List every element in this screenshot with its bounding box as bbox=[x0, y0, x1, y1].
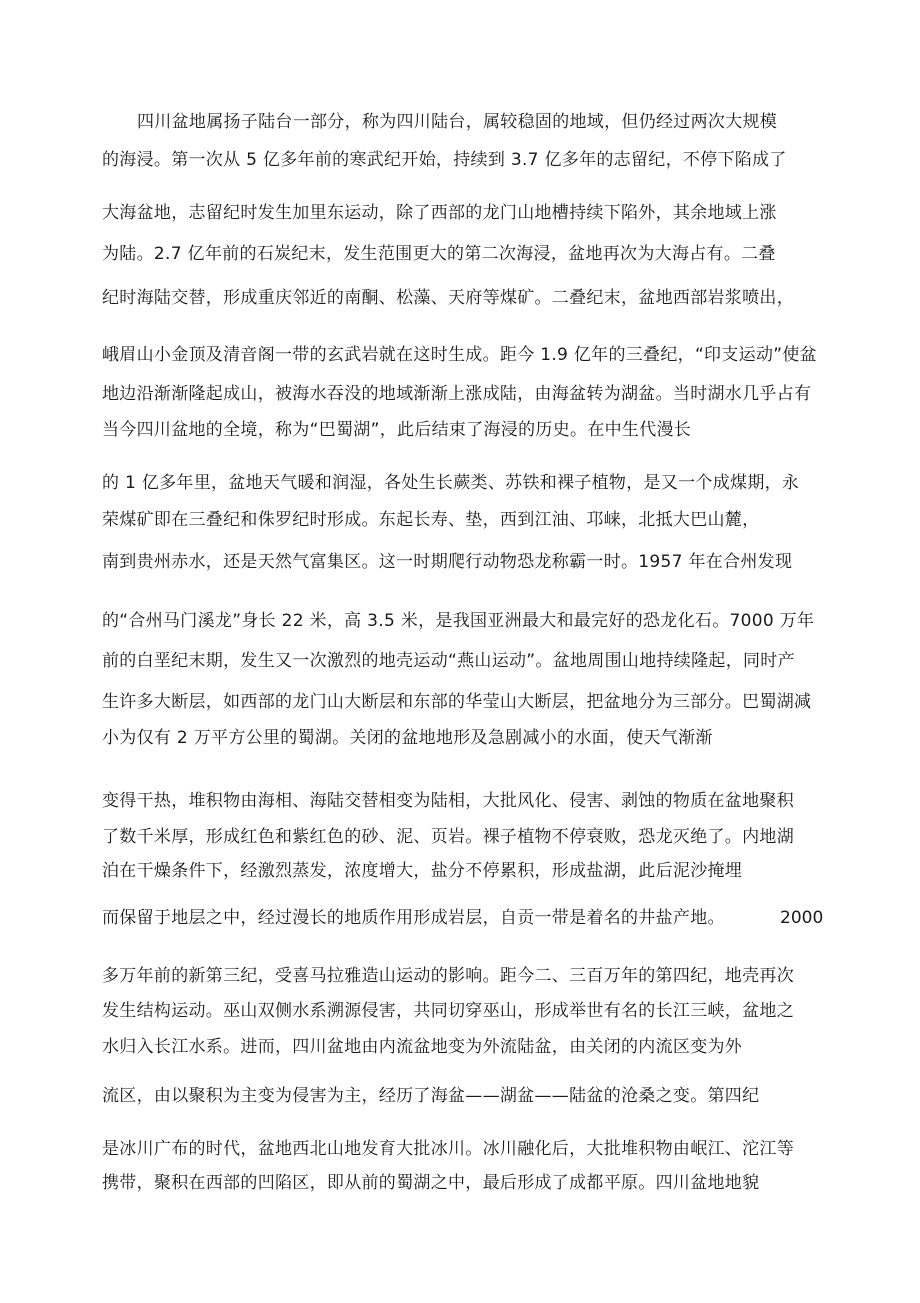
text-line: 四川盆地属扬子陆台一部分，称为四川陆台，属较稳固的地域，但仍经过两次大规模 bbox=[137, 112, 778, 132]
text-line: 是冰川广布的时代，盆地西北山地发育大批冰川。冰川融化后，大批堆积物由岷江、沱江等 bbox=[102, 1139, 794, 1159]
text-line: 而保留于地层之中，经过漫长的地质作用形成岩层，自贡一带是着名的井盐产地。 bbox=[102, 908, 725, 928]
text-line: 了数千米厚，形成红色和紫红色的砂、泥、页岩。裸子植物不停衰败，恐龙灭绝了。内地湖 bbox=[102, 827, 794, 847]
text-line: 当今四川盆地的全境，称为“巴蜀湖”，此后结束了海浸的历史。在中生代漫长 bbox=[102, 420, 692, 440]
text-line: 为陆。2.7 亿年前的石炭纪末，发生范围更大的第二次海浸，盆地再次为大海占有。二叠 bbox=[102, 244, 776, 264]
text-line: 前的白垩纪末期，发生又一次激烈的地壳运动“燕山运动”。盆地周围山地持续隆起，同时产 bbox=[102, 651, 795, 671]
text-line: 生许多大断层，如西部的龙门山大断层和东部的华莹山大断层，把盆地分为三部分。巴蜀湖减 bbox=[102, 692, 812, 712]
text-line: 流区，由以聚积为主变为侵害为主，经历了海盆——湖盆——陆盆的沧桑之变。第四纪 bbox=[102, 1086, 760, 1106]
text-line: 的海浸。第一次从 5 亿多年前的寒武纪开始，持续到 3.7 亿多年的志留纪，不停下陷成了 bbox=[102, 150, 787, 170]
text-line: 的“合州马门溪龙”身长 22 米，高 3.5 米，是我国亚洲最大和最完好的恐龙化石。7000 万年 bbox=[102, 611, 815, 631]
text-line: 水归入长江水系。进而，四川盆地由内流盆地变为外流陆盆，由关闭的内流区变为外 bbox=[102, 1037, 743, 1057]
text-line: 纪时海陆交替，形成重庆邻近的南酮、松藻、天府等煤矿。二叠纪末，盆地西部岩浆喷出， bbox=[102, 288, 794, 308]
text-line: 发生结构运动。巫山双侧水系溯源侵害，共同切穿巫山，形成举世有名的长江三峡，盆地之 bbox=[102, 1001, 794, 1021]
text-line: 小为仅有 2 万平方公里的蜀湖。关闭的盆地地形及急剧减小的水面，使天气渐渐 bbox=[102, 728, 713, 748]
text-line: 地边沿渐渐隆起成山，被海水吞没的地域渐渐上涨成陆，由海盆转为湖盆。当时湖水几乎占有 bbox=[102, 384, 812, 404]
text-line: 携带，聚积在西部的凹陷区，即从前的蜀湖之中，最后形成了成都平原。四川盆地地貌 bbox=[102, 1173, 760, 1193]
text-line: 荣煤矿即在三叠纪和侏罗纪时形成。东起长寿、垫，西到江油、邛崃，北抵大巴山麓， bbox=[102, 510, 760, 530]
text-line: 变得干热，堆积物由海相、海陆交替相变为陆相，大批风化、侵害、剥蚀的物质在盆地聚积 bbox=[102, 791, 794, 811]
text-line: 峨眉山小金顶及清音阁一带的玄武岩就在这时生成。距今 1.9 亿年的三叠纪，“印支运动”使盆 bbox=[102, 345, 817, 365]
text-line: 泊在干燥条件下，经激烈蒸发，浓度增大，盐分不停累积，形成盐湖，此后泥沙掩埋 bbox=[102, 861, 743, 881]
text-line: 南到贵州赤水，还是天然气富集区。这一时期爬行动物恐龙称霸一时。1957 年在合州发现 bbox=[102, 552, 793, 572]
text-line: 大海盆地，志留纪时发生加里东运动，除了西部的龙门山地槽持续下陷外，其余地域上涨 bbox=[102, 203, 777, 223]
trailing-number: 2000 bbox=[780, 908, 824, 928]
text-line: 的 1 亿多年里，盆地天气暖和润湿，各处生长蕨类、苏铁和裸子植物，是又一个成煤期，永 bbox=[102, 473, 800, 493]
text-line: 多万年前的新第三纪，受喜马拉雅造山运动的影响。距今二、三百万年的第四纪，地壳再次 bbox=[102, 966, 794, 986]
